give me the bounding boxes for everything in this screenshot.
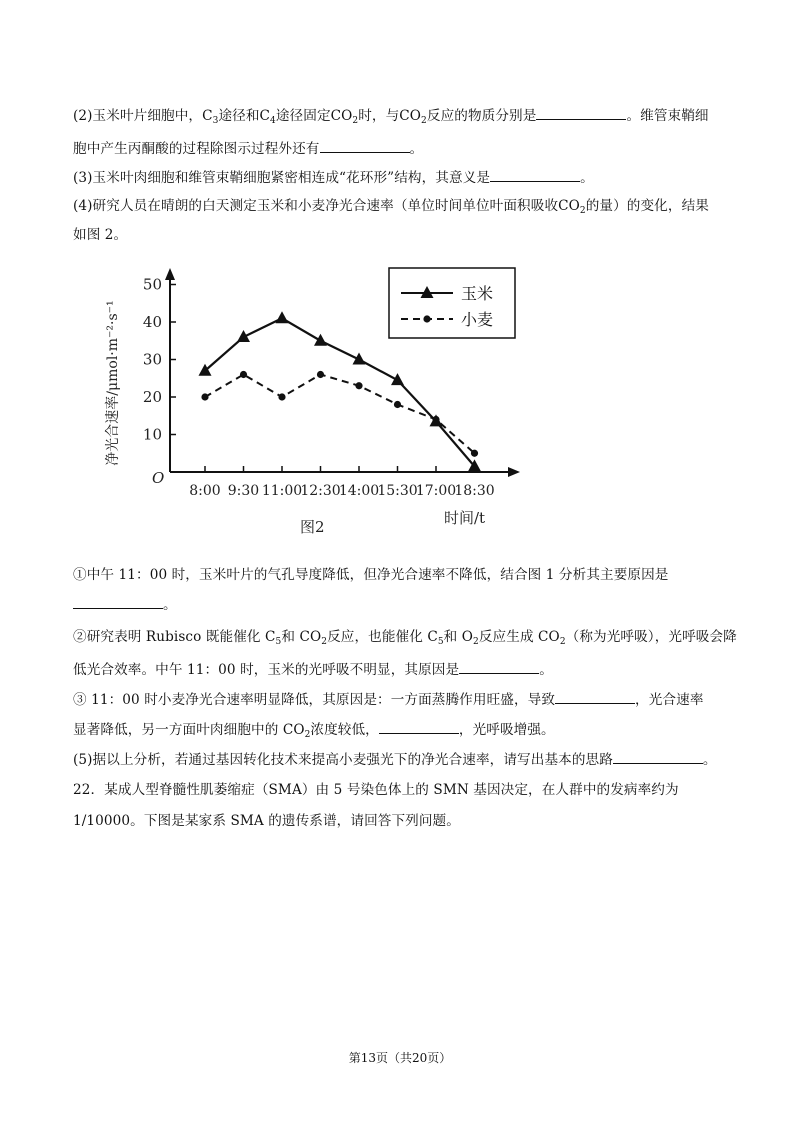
- answer-blank[interactable]: [73, 594, 163, 609]
- x-axis-arrow: [508, 467, 520, 477]
- question-4-1-line-2: 。: [73, 594, 177, 615]
- data-point-wheat: [432, 416, 439, 423]
- y-tick-label: 20: [142, 388, 162, 406]
- data-point-wheat: [394, 401, 401, 408]
- question-22-line-1: 22．某成人型脊髓性肌萎缩症（SMA）由 5 号染色体上的 SMN 基因决定，在人群中的发病率约为: [73, 782, 679, 798]
- question-2-line-2: 胞中产生丙酮酸的过程除图示过程外还有 。: [73, 138, 423, 159]
- answer-blank[interactable]: [536, 105, 626, 120]
- x-axis-label: 时间/t: [444, 509, 486, 527]
- question-5: (5)据以上分析，若通过基因转化技术来提高小麦强光下的净光合速率，请写出基本的思路 。: [73, 749, 717, 770]
- y-axis-label: 净光合速率/μmol·m⁻²·s⁻¹: [105, 300, 121, 466]
- data-point-wheat: [240, 371, 247, 378]
- origin-label: O: [152, 469, 165, 487]
- y-tick-label: 40: [142, 313, 162, 331]
- x-tick-label: 17:00: [415, 483, 457, 499]
- answer-blank[interactable]: [613, 749, 703, 764]
- question-4-1-line-1: ①中午 11：00 时，玉米叶片的气孔导度降低，但净光合速率不降低，结合图 1 分析其主要原因是: [73, 567, 669, 583]
- question-2-line-1: (2)玉米叶片细胞中，$C_3$途径和$C_4$途径固定$CO_2$时，与$CO_2$反应的物质分别是 。维管束鞘细: [73, 105, 709, 131]
- answer-blank[interactable]: [459, 659, 539, 674]
- series-line-wheat: [205, 375, 475, 454]
- data-point-wheat: [278, 393, 285, 400]
- y-tick-label: 30: [142, 350, 162, 369]
- x-tick-label: 14:00: [338, 483, 380, 499]
- question-22-line-2: 1/10000。下图是某家系 SMA 的遗传系谱，请回答下列问题。: [73, 813, 460, 829]
- data-point-corn: [391, 373, 404, 385]
- x-tick-label: 8:00: [189, 483, 221, 499]
- question-4-3-line-2: 显著降低，另一方面叶肉细胞中的 $CO_2$浓度较低， ，光呼吸增强。: [73, 719, 555, 745]
- data-point-corn: [276, 311, 289, 323]
- question-4-2-line-2: 低光合效率。中午 11：00 时，玉米的光呼吸不明显，其原因是 。: [73, 659, 553, 680]
- answer-blank[interactable]: [490, 167, 580, 182]
- question-4-3-line-1: ③ 11：00 时小麦净光合速率明显降低，其原因是：一方面蒸腾作用旺盛，导致 ，光合速率: [73, 689, 704, 710]
- question-4-line-1: (4)研究人员在晴朗的白天测定玉米和小麦净光合速率（单位时间单位叶面积吸收$CO_2$的量）的变化，结果: [73, 198, 709, 216]
- net-photosynthesis-chart: [100, 258, 540, 548]
- page-footer: 第13页（共20页）: [348, 1051, 452, 1065]
- data-point-wheat: [471, 450, 478, 457]
- legend-label: 玉米: [461, 284, 494, 303]
- x-tick-label: 15:30: [377, 483, 418, 499]
- data-point-corn: [314, 334, 327, 346]
- y-axis-arrow: [165, 268, 175, 280]
- legend-marker-circle: [423, 315, 430, 322]
- data-point-wheat: [317, 371, 324, 378]
- x-tick-label: 12:30: [300, 483, 341, 499]
- y-tick-label: 10: [142, 425, 162, 444]
- x-tick-label: 11:00: [261, 483, 303, 499]
- chart-legend: [389, 268, 515, 338]
- y-tick-label: 50: [142, 275, 162, 294]
- question-4-line-2: 如图 2。: [73, 227, 128, 243]
- x-tick-label: 18:30: [454, 483, 495, 499]
- data-point-wheat: [355, 382, 362, 389]
- answer-blank[interactable]: [320, 138, 410, 153]
- legend-label: 小麦: [461, 310, 494, 329]
- answer-blank[interactable]: [379, 719, 459, 734]
- chart-caption: 图2: [300, 518, 325, 536]
- legend-box: [389, 268, 515, 338]
- x-tick-label: 9:30: [227, 483, 260, 499]
- answer-blank[interactable]: [555, 689, 635, 704]
- question-3: (3)玉米叶肉细胞和维管束鞘细胞紧密相连成“花环形”结构，其意义是 。: [73, 167, 594, 188]
- data-point-wheat: [201, 393, 208, 400]
- question-4-2-line-1: ②研究表明 Rubisco 既能催化 $C_5$和 $CO_2$反应，也能催化 $C_5$和 $O_2$反应生成 $CO_2$（称为光呼吸），光呼吸会降: [73, 629, 737, 647]
